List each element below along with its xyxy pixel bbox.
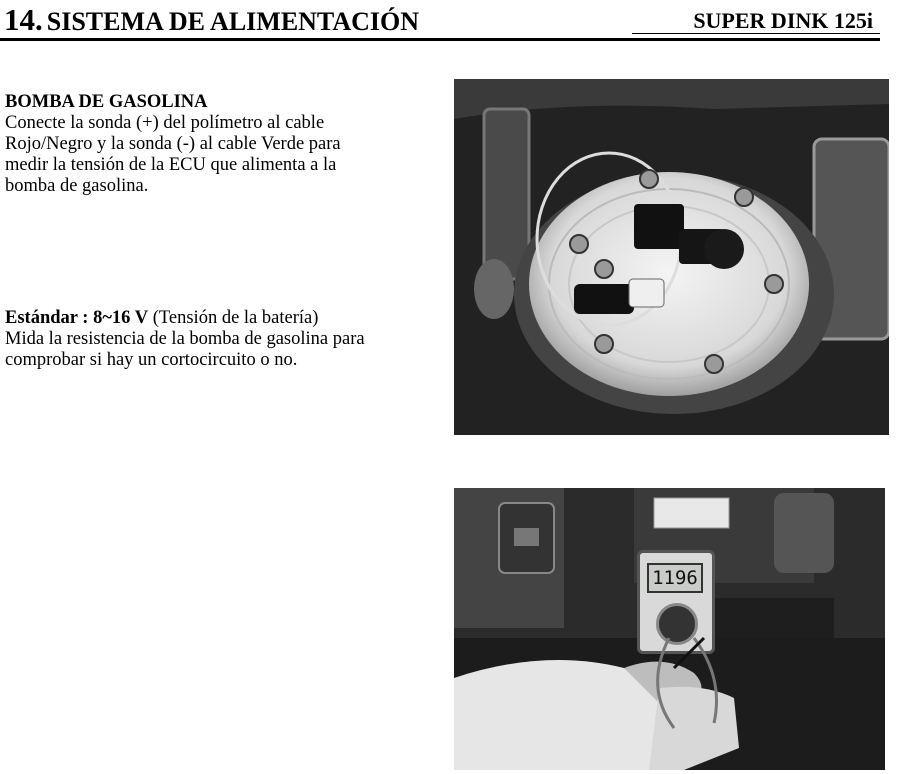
instruction-line-1: Conecte la sonda (+) del polímetro al cable (5, 113, 325, 133)
fuel-pump-section (5, 92, 425, 197)
multimeter-display: 1196 (647, 563, 703, 593)
standard-label: Estándar : 8~16 V (5, 308, 149, 328)
model-name: SUPER DINK 125i (693, 8, 873, 33)
standard-spec (5, 308, 425, 329)
chapter-number: 14. (4, 2, 43, 37)
resistance-line-2: comprobar si hay un cortocircuito o no. (5, 350, 298, 370)
chapter-heading (4, 2, 419, 38)
chapter-title: SISTEMA DE ALIMENTACIÓN (46, 7, 420, 36)
standard-section (5, 308, 425, 371)
resistance-line-1: Mida la resistencia de la bomba de gasolina para (5, 329, 365, 349)
section-title: BOMBA DE GASOLINA (5, 92, 208, 112)
model-underline (632, 33, 880, 34)
page-header (0, 0, 880, 40)
instruction-line-4: bomba de gasolina. (5, 176, 149, 196)
header-rule (0, 38, 880, 41)
multimeter-photo (454, 488, 885, 770)
instruction-line-2: Rojo/Negro y la sonda (-) al cable Verde para (5, 134, 341, 154)
fuel-pump-photo (454, 79, 889, 435)
instruction-line-3: medir la tensión de la ECU que alimenta a la (5, 155, 337, 175)
standard-note: (Tensión de la batería) (152, 308, 319, 328)
